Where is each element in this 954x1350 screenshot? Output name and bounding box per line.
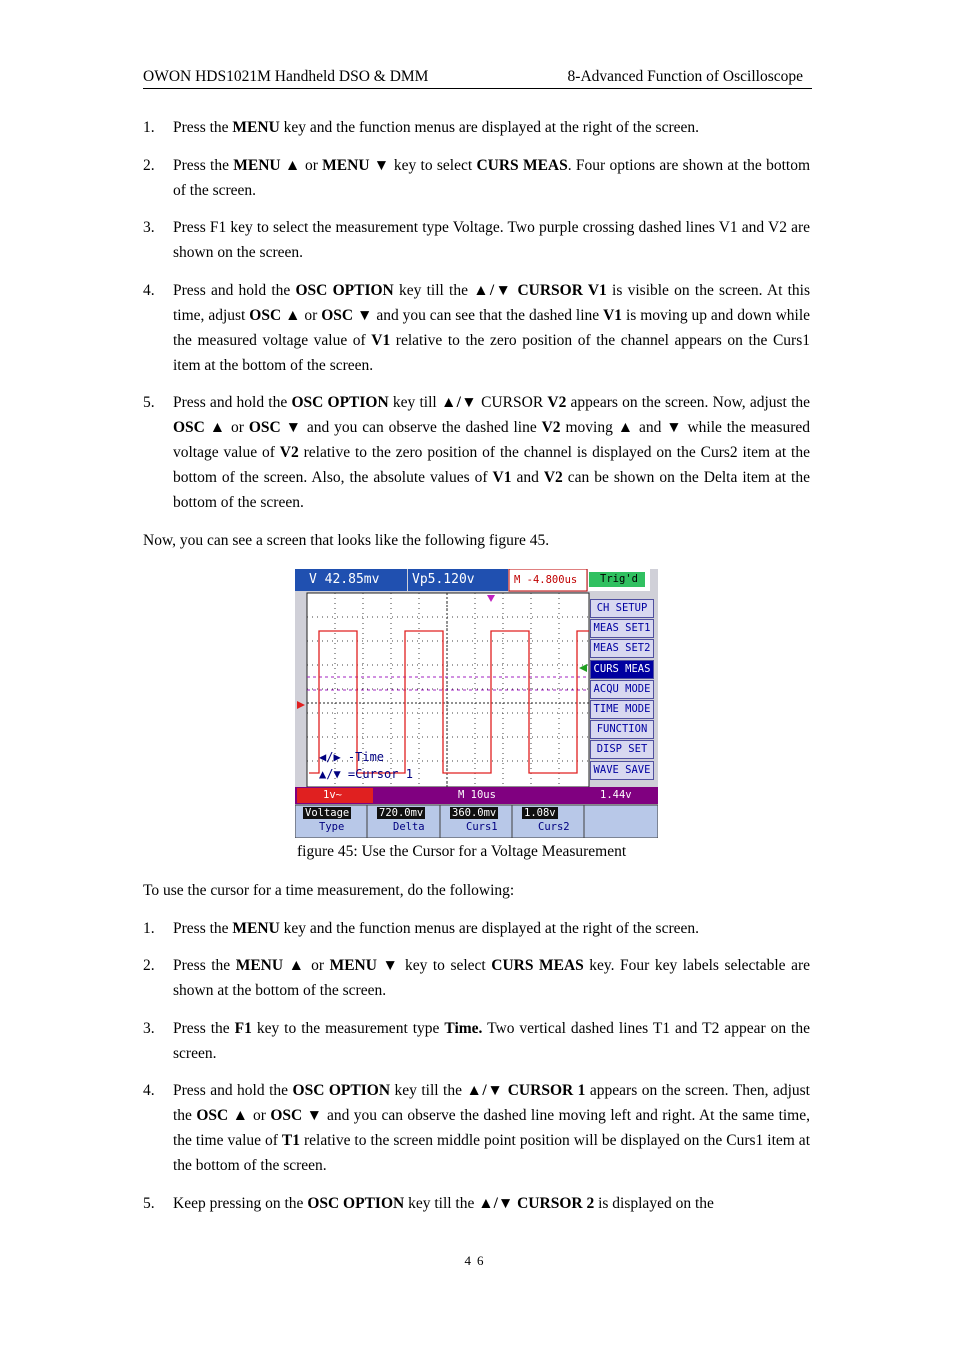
list-item — [143, 278, 810, 378]
m-readout: M -4.800us — [514, 574, 578, 586]
list-item-number: 2. — [143, 957, 155, 974]
list-item — [143, 153, 810, 203]
softkey-label: Type — [319, 821, 345, 833]
trig-status: Trig'd — [600, 573, 638, 585]
header-left: OWON HDS1021M Handheld DSO & DMM — [143, 68, 429, 85]
list-item — [143, 215, 810, 265]
list-item-text: Press the F1 key to the measurement type Time. Two vertical dashed lines T1 and T2 appear on the screen. — [173, 1020, 810, 1062]
status-timebase: M 10us — [458, 789, 496, 801]
softkey-value: Voltage — [305, 807, 350, 819]
figure-intro: Now, you can see a screen that looks like the following figure 45. — [143, 532, 550, 549]
figure-caption: figure 45: Use the Cursor for a Voltage Measurement — [297, 843, 627, 860]
list-item — [143, 390, 810, 515]
list-item-number: 5. — [143, 1195, 155, 1212]
list-item-text: Press and hold the OSC OPTION key till the ▲/▼ CURSOR V1 is visible on the screen. At this time, adjust OSC ▲ or OSC ▼ and you can see that the dashed line V1 is moving up and down while the measured voltage value of V1 relative to the zero position of the channel appears on the Curs1 item at the bottom of the screen. — [173, 282, 810, 374]
list-item-number: 1. — [143, 119, 155, 136]
menu-item-acqu-mode: ACQU MODE — [590, 680, 654, 699]
list-item-number: 1. — [143, 920, 155, 937]
list-item-number: 3. — [143, 219, 155, 236]
oscilloscope-screenshot — [295, 569, 658, 838]
list-item-number: 2. — [143, 157, 155, 174]
menu-item-meas-set1: MEAS SET1 — [590, 619, 654, 638]
list-item-text: Press F1 key to select the measurement type Voltage. Two purple crossing dashed lines V1 and V2 are shown on the screen. — [173, 219, 810, 261]
list-item — [143, 916, 810, 941]
list-item-text: Press the MENU key and the function menus are displayed at the right of the screen. — [173, 119, 700, 136]
vp-readout: Vp5.120v — [412, 572, 475, 587]
list-item-text: Press the MENU key and the function menus are displayed at the right of the screen. — [173, 920, 700, 937]
v-readout: V 42.85mv — [309, 572, 380, 587]
page-header — [143, 66, 812, 89]
list-item-number: 5. — [143, 394, 155, 411]
list-item — [143, 1191, 810, 1216]
list-item-number: 3. — [143, 1020, 155, 1037]
list-item — [143, 115, 810, 140]
softkey-value: 720.0mv — [379, 807, 424, 819]
softkey-value: 1.08v — [524, 807, 556, 819]
softkey-label: Curs1 — [466, 821, 498, 833]
menu-item-function: FUNCTION — [590, 720, 654, 739]
overlay-time-hint: ◀/▶ -Time — [319, 750, 385, 764]
overlay-cursor-hint: ▲/▼ =Cursor 1 — [319, 767, 413, 781]
menu-item-curs-meas: CURS MEAS — [590, 660, 654, 679]
menu-item-disp-set: DISP SET — [590, 740, 654, 759]
menu-item-ch-setup: CH SETUP — [590, 599, 654, 618]
softkey-value: 360.0mv — [452, 807, 497, 819]
list-item-text: Keep pressing on the OSC OPTION key till the ▲/▼ CURSOR 2 is displayed on the — [173, 1195, 714, 1212]
status-channel: 1v~ — [323, 789, 342, 801]
menu-item-meas-set2: MEAS SET2 — [590, 639, 654, 658]
header-right: 8-Advanced Function of Oscilloscope — [567, 68, 803, 85]
softkey-label: Curs2 — [538, 821, 570, 833]
status-trigger-level: 1.44v — [600, 789, 632, 801]
list-item-text: Press and hold the OSC OPTION key till the ▲/▼ CURSOR 1 appears on the screen. Then, adjust the OSC ▲ or OSC ▼ and you can observe the dashed line moving left and right. At the same time, the time value of T1 relative to the screen middle point position will be displayed on the Curs1 item at the bottom of the screen. — [173, 1082, 810, 1174]
list-item-number: 4. — [143, 282, 155, 299]
time-intro: To use the cursor for a time measurement, do the following: — [143, 882, 515, 899]
list-item — [143, 953, 810, 1003]
list-item-number: 4. — [143, 1082, 155, 1099]
menu-item-time-mode: TIME MODE — [590, 700, 654, 719]
list-item-text: Press the MENU ▲ or MENU ▼ key to select CURS MEAS key. Four key labels selectable are shown at the bottom of the screen. — [173, 957, 810, 999]
softkey-label: Delta — [393, 821, 425, 833]
page-number: 46 — [464, 1253, 490, 1268]
menu-item-wave-save: WAVE SAVE — [590, 761, 654, 780]
list-item — [143, 1016, 810, 1066]
list-item-text: Press and hold the OSC OPTION key till ▲/▼ CURSOR V2 appears on the screen. Now, adjust the OSC ▲ or OSC ▼ and you can observe the dashed line V2 moving ▲ and ▼ while the measured voltage value of V2 relative to the zero position of the channel is displayed on the Curs2 item at the bottom of the screen. Also, the absolute values of V1 and V2 can be shown on the Delta item at the bottom of the screen. — [173, 394, 811, 511]
list-item-text: Press the MENU ▲ or MENU ▼ key to select CURS MEAS. Four options are shown at the bottom of the screen. — [173, 157, 810, 199]
list-item — [143, 1078, 810, 1178]
